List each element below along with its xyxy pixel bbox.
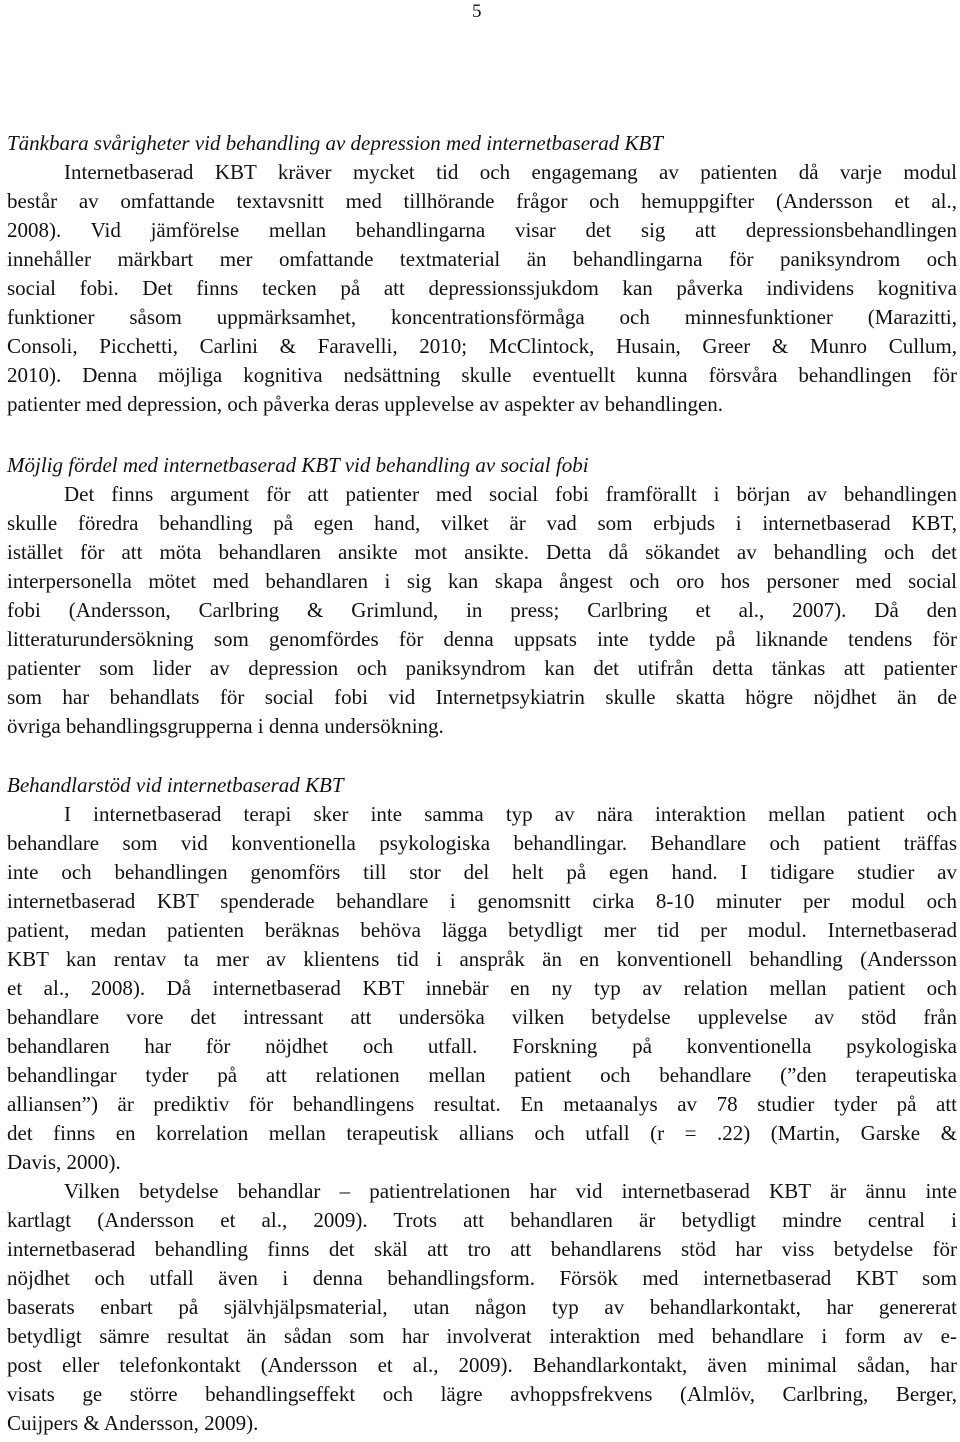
section-heading: Behandlarstöd vid internetbaserad KBT [7, 773, 344, 797]
paragraph-line: I internetbaserad terapi sker inte samma typ av nära interaktion mellan patient och [64, 802, 957, 826]
paragraph-line: litteraturundersökning som genomfördes för denna uppsats inte tydde på liknande tendens för [7, 627, 957, 651]
paragraph-line: Cuijpers & Andersson, 2009). [7, 1411, 259, 1435]
paragraph-line: alliansen”) är prediktiv för behandlingens resultat. En metaanalys av 78 studier tyder på att [7, 1092, 957, 1116]
paragraph-line: istället för att möta behandlaren ansikte mot ansikte. Detta då sökandet av behandling och det [7, 540, 957, 564]
paragraph-line: Davis, 2000). [7, 1150, 121, 1174]
paragraph-line: funktioner såsom uppmärksamhet, koncentrationsförmåga och minnesfunktioner (Marazitti, [7, 305, 957, 329]
paragraph-line: internetbaserad behandling finns det skäl att tro att behandlarens stöd har viss betydelse för [7, 1237, 957, 1261]
paragraph-line: interpersonella mötet med behandlaren i sig kan skapa ångest och oro hos personer med social [7, 569, 957, 593]
paragraph-line: 2010). Denna möjliga kognitiva nedsättning skulle eventuellt kunna försvåra behandlingen för [7, 363, 957, 387]
paragraph-line: baserats enbart på självhjälpsmaterial, utan någon typ av behandlarkontakt, har genererat [7, 1295, 957, 1319]
paragraph-line: Consoli, Picchetti, Carlini & Faravelli, 2010; McClintock, Husain, Greer & Munro Cullum, [7, 334, 957, 358]
section-heading: Tänkbara svårigheter vid behandling av depression med internetbaserad KBT [7, 131, 663, 155]
paragraph-line: innehåller märkbart mer omfattande textmaterial än behandlingarna för paniksyndrom och [7, 247, 957, 271]
paragraph-line: post eller telefonkontakt (Andersson et al., 2009). Behandlarkontakt, även minimal sådan, har [7, 1353, 957, 1377]
paragraph-line: Vilken betydelse behandlar – patientrelationen har vid internetbaserad KBT är ännu inte [64, 1179, 957, 1203]
paragraph-line: behandlaren har för nöjdhet och utfall. Forskning på konventionella psykologiska [7, 1034, 957, 1058]
section-depression-difficulties [7, 129, 957, 419]
paragraph-line: övriga behandlingsgrupperna i denna undersökning. [7, 714, 444, 738]
paragraph-line: behandlare vore det intressant att undersöka vilken betydelse upplevelse av stöd från [7, 1005, 957, 1029]
paragraph-line: KBT kan rentav ta mer av klientens tid i anspråk än en konventionell behandling (Andersson [7, 947, 957, 971]
paragraph-line: patient, medan patienten beräknas behöva lägga betydligt mer tid per modul. Internetbaserad [7, 918, 957, 942]
paragraph-line: kartlagt (Andersson et al., 2009). Trots att behandlaren är betydligt mindre central i [7, 1208, 957, 1232]
paragraph-line: behandlingar tyder på att relationen mellan patient och behandlare (”den terapeutiska [7, 1063, 957, 1087]
paragraph-line: internetbaserad KBT spenderade behandlare i genomsnitt cirka 8-10 minuter per modul och [7, 889, 957, 913]
paragraph-line: som har behandlats för social fobi vid Internetpsykiatrin skulle skatta högre nöjdhet än de [7, 685, 957, 709]
paragraph-line: består av omfattande textavsnitt med tillhörande frågor och hemuppgifter (Andersson et al., [7, 189, 957, 213]
paragraph-line: skulle föredra behandling på egen hand, vilket är vad som erbjuds i internetbaserad KBT, [7, 511, 957, 535]
section-social-phobia-advantage [7, 451, 957, 741]
section-heading: Möjlig fördel med internetbaserad KBT vid behandling av social fobi [7, 453, 589, 477]
paragraph-line: inte och behandlingen genomförs till stor del helt på egen hand. I tidigare studier av [7, 860, 957, 884]
paragraph-line: et al., 2008). Då internetbaserad KBT innebär en ny typ av relation mellan patient och [7, 976, 957, 1000]
paragraph-line: patienter som lider av depression och paniksyndrom kan det utifrån detta tänkas att patienter [7, 656, 957, 680]
page-number: 5 [472, 1, 482, 22]
paragraph-line: 2008). Vid jämförelse mellan behandlingarna visar det sig att depressionsbehandlingen [7, 218, 957, 242]
section-therapist-support [7, 771, 957, 1438]
paragraph-line: fobi (Andersson, Carlbring & Grimlund, in press; Carlbring et al., 2007). Då den [7, 598, 957, 622]
paragraph-line: betydligt sämre resultat än sådan som har involverat interaktion med behandlare i form av e- [7, 1324, 957, 1348]
paragraph-line: visats ge större behandlingseffekt och lägre avhoppsfrekvens (Almlöv, Carlbring, Berger, [7, 1382, 957, 1406]
paragraph-line: patienter med depression, och påverka deras upplevelse av aspekter av behandlingen. [7, 392, 724, 416]
paragraph-line: Det finns argument för att patienter med social fobi framförallt i början av behandlingen [64, 482, 957, 506]
paragraph-line: social fobi. Det finns tecken på att depressionssjukdom kan påverka individens kognitiva [7, 276, 957, 300]
paragraph-line: behandlare som vid konventionella psykologiska behandlingar. Behandlare och patient träffas [7, 831, 957, 855]
paragraph-line: nöjdhet och utfall även i denna behandlingsform. Försök med internetbaserad KBT som [7, 1266, 957, 1290]
paragraph-line: Internetbaserad KBT kräver mycket tid och engagemang av patienten då varje modul [64, 160, 957, 184]
paragraph-line: det finns en korrelation mellan terapeutisk allians och utfall (r = .22) (Martin, Garske & [7, 1121, 957, 1145]
